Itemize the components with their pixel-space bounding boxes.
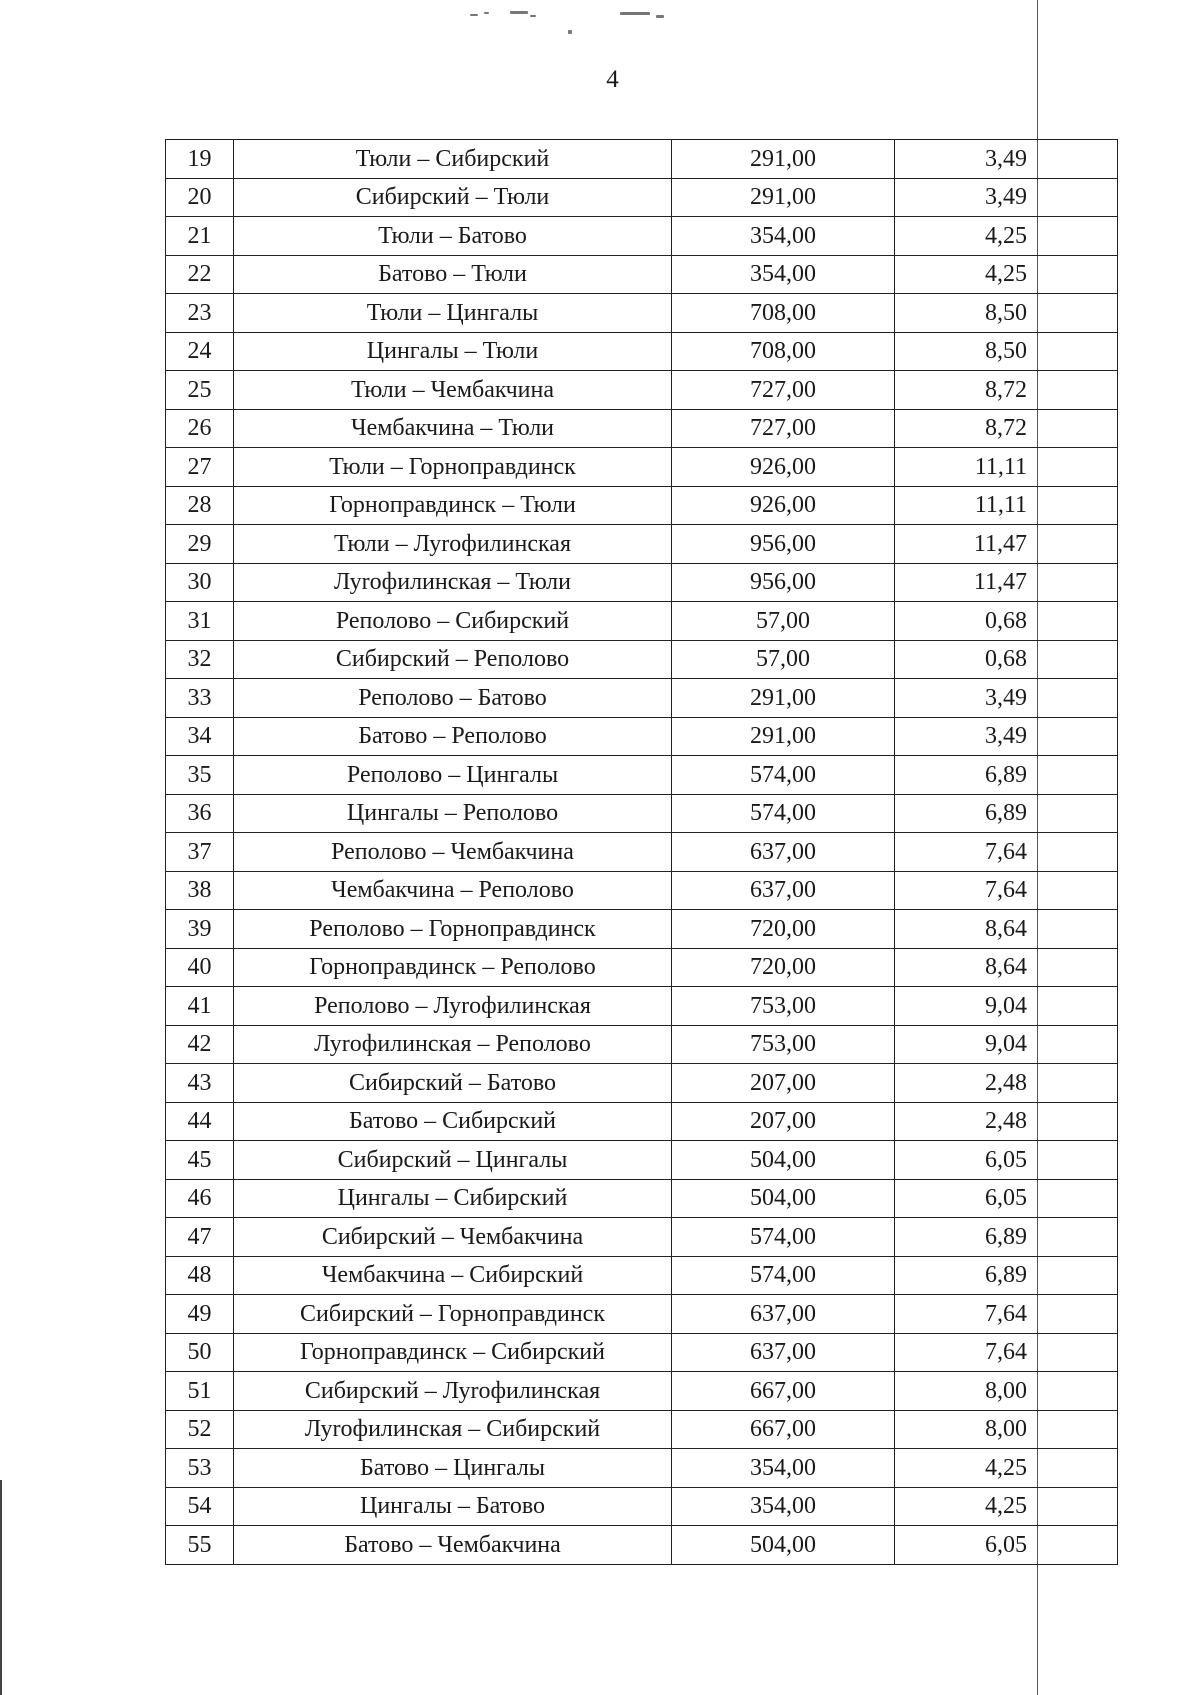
row-number: 28 xyxy=(166,486,234,525)
table-row xyxy=(166,1064,1118,1103)
tariff-table xyxy=(165,139,1118,1565)
value-text: 7,64 xyxy=(985,877,1027,904)
row-number: 43 xyxy=(166,1064,234,1103)
value-cell xyxy=(895,409,1118,448)
value-cell xyxy=(895,525,1118,564)
price-cell: 574,00 xyxy=(672,1218,895,1257)
table-row xyxy=(166,140,1118,179)
route-cell: Цингалы – Тюли xyxy=(234,332,672,371)
table-body xyxy=(166,140,1118,1565)
value-cell xyxy=(895,255,1118,294)
price-cell: 504,00 xyxy=(672,1179,895,1218)
row-number: 35 xyxy=(166,756,234,795)
row-number: 55 xyxy=(166,1526,234,1565)
value-text: 6,89 xyxy=(985,1223,1027,1250)
price-cell: 637,00 xyxy=(672,833,895,872)
price-cell: 504,00 xyxy=(672,1141,895,1180)
price-cell: 207,00 xyxy=(672,1102,895,1141)
table-row xyxy=(166,717,1118,756)
row-number: 50 xyxy=(166,1333,234,1372)
row-number: 51 xyxy=(166,1372,234,1411)
value-cell xyxy=(895,602,1118,641)
table-row xyxy=(166,371,1118,410)
value-text: 8,00 xyxy=(985,1416,1027,1443)
price-cell: 574,00 xyxy=(672,756,895,795)
table-row xyxy=(166,948,1118,987)
row-number: 24 xyxy=(166,332,234,371)
row-number: 37 xyxy=(166,833,234,872)
value-text: 8,64 xyxy=(985,915,1027,942)
route-cell: Реполово – Луrофилинская xyxy=(234,987,672,1026)
route-cell: Реполово – Цингалы xyxy=(234,756,672,795)
route-cell: Сибирский – Цингалы xyxy=(234,1141,672,1180)
value-cell xyxy=(895,1487,1118,1526)
table-row xyxy=(166,1218,1118,1257)
route-cell: Батово – Чембакчина xyxy=(234,1526,672,1565)
price-cell: 57,00 xyxy=(672,640,895,679)
value-text: 6,05 xyxy=(985,1146,1027,1173)
value-text: 4,25 xyxy=(985,261,1027,288)
price-cell: 504,00 xyxy=(672,1526,895,1565)
value-text: 4,25 xyxy=(985,222,1027,249)
table-row xyxy=(166,1526,1118,1565)
table-row xyxy=(166,525,1118,564)
row-number: 21 xyxy=(166,217,234,256)
route-cell: Горноправдинск – Реполово xyxy=(234,948,672,987)
table-row xyxy=(166,1333,1118,1372)
value-cell xyxy=(895,717,1118,756)
table-row xyxy=(166,486,1118,525)
value-cell xyxy=(895,948,1118,987)
row-number: 48 xyxy=(166,1256,234,1295)
route-cell: Батово – Цингалы xyxy=(234,1449,672,1488)
route-cell: Сибирский – Горноправдинск xyxy=(234,1295,672,1334)
table-row xyxy=(166,1487,1118,1526)
route-cell: Реполово – Горноправдинск xyxy=(234,910,672,949)
value-text: 3,49 xyxy=(985,184,1027,211)
row-number: 40 xyxy=(166,948,234,987)
value-cell xyxy=(895,178,1118,217)
row-number: 44 xyxy=(166,1102,234,1141)
value-text: 2,48 xyxy=(985,1108,1027,1135)
route-cell: Реполово – Чембакчина xyxy=(234,833,672,872)
value-cell xyxy=(895,1333,1118,1372)
value-text: 3,49 xyxy=(985,145,1027,172)
value-text: 6,89 xyxy=(985,761,1027,788)
row-number: 45 xyxy=(166,1141,234,1180)
route-cell: Батово – Тюли xyxy=(234,255,672,294)
route-cell: Реполово – Сибирский xyxy=(234,602,672,641)
row-number: 27 xyxy=(166,448,234,487)
value-cell xyxy=(895,217,1118,256)
value-cell xyxy=(895,1025,1118,1064)
value-text: 6,89 xyxy=(985,1262,1027,1289)
value-cell xyxy=(895,448,1118,487)
value-cell xyxy=(895,640,1118,679)
row-number: 22 xyxy=(166,255,234,294)
page-number: 4 xyxy=(606,66,619,93)
value-text: 9,04 xyxy=(985,1031,1027,1058)
route-cell: Луrофилинская – Сибирский xyxy=(234,1410,672,1449)
route-cell: Тюли – Батово xyxy=(234,217,672,256)
route-cell: Батово – Реполово xyxy=(234,717,672,756)
route-cell: Тюли – Чембакчина xyxy=(234,371,672,410)
value-text: 9,04 xyxy=(985,992,1027,1019)
route-cell: Горноправдинск – Сибирский xyxy=(234,1333,672,1372)
value-text: 8,64 xyxy=(985,954,1027,981)
price-cell: 926,00 xyxy=(672,448,895,487)
row-number: 36 xyxy=(166,794,234,833)
route-cell: Чембакчина – Реполово xyxy=(234,871,672,910)
value-cell xyxy=(895,1526,1118,1565)
row-number: 19 xyxy=(166,140,234,179)
table-row xyxy=(166,1410,1118,1449)
value-cell xyxy=(895,1372,1118,1411)
row-number: 54 xyxy=(166,1487,234,1526)
table-row xyxy=(166,1449,1118,1488)
value-cell xyxy=(895,563,1118,602)
price-cell: 667,00 xyxy=(672,1410,895,1449)
value-cell xyxy=(895,140,1118,179)
price-cell: 720,00 xyxy=(672,948,895,987)
value-text: 11,47 xyxy=(973,530,1027,557)
route-cell: Тюли – Цингалы xyxy=(234,294,672,333)
table-row xyxy=(166,217,1118,256)
route-cell: Чембакчина – Сибирский xyxy=(234,1256,672,1295)
value-cell xyxy=(895,371,1118,410)
row-number: 26 xyxy=(166,409,234,448)
value-cell xyxy=(895,987,1118,1026)
left-edge-mark xyxy=(0,1480,2,1695)
value-cell xyxy=(895,1218,1118,1257)
value-text: 7,64 xyxy=(985,1339,1027,1366)
price-cell: 291,00 xyxy=(672,717,895,756)
value-text: 8,72 xyxy=(985,415,1027,442)
value-text: 3,49 xyxy=(985,684,1027,711)
row-number: 34 xyxy=(166,717,234,756)
row-number: 52 xyxy=(166,1410,234,1449)
value-cell xyxy=(895,1102,1118,1141)
row-number: 39 xyxy=(166,910,234,949)
table-row xyxy=(166,602,1118,641)
price-cell: 354,00 xyxy=(672,217,895,256)
table-row xyxy=(166,1141,1118,1180)
price-cell: 354,00 xyxy=(672,1449,895,1488)
value-cell xyxy=(895,1064,1118,1103)
table-row xyxy=(166,756,1118,795)
table-row xyxy=(166,910,1118,949)
value-cell xyxy=(895,756,1118,795)
price-cell: 720,00 xyxy=(672,910,895,949)
table-row xyxy=(166,871,1118,910)
row-number: 31 xyxy=(166,602,234,641)
route-cell: Цингалы – Реполово xyxy=(234,794,672,833)
price-cell: 727,00 xyxy=(672,371,895,410)
price-cell: 727,00 xyxy=(672,409,895,448)
route-cell: Чембакчина – Тюли xyxy=(234,409,672,448)
row-number: 38 xyxy=(166,871,234,910)
row-number: 42 xyxy=(166,1025,234,1064)
value-cell xyxy=(895,332,1118,371)
row-number: 23 xyxy=(166,294,234,333)
value-text: 6,05 xyxy=(985,1185,1027,1212)
price-cell: 574,00 xyxy=(672,1256,895,1295)
value-text: 7,64 xyxy=(985,1300,1027,1327)
row-number: 41 xyxy=(166,987,234,1026)
row-number: 25 xyxy=(166,371,234,410)
value-text: 0,68 xyxy=(985,646,1027,673)
route-cell: Сибирский – Чембакчина xyxy=(234,1218,672,1257)
price-cell: 637,00 xyxy=(672,871,895,910)
route-cell: Цингалы – Батово xyxy=(234,1487,672,1526)
table-row xyxy=(166,679,1118,718)
price-cell: 926,00 xyxy=(672,486,895,525)
value-cell xyxy=(895,294,1118,333)
table-row xyxy=(166,1295,1118,1334)
route-cell: Луrофилинская – Реполово xyxy=(234,1025,672,1064)
route-cell: Сибирский – Тюли xyxy=(234,178,672,217)
price-cell: 574,00 xyxy=(672,794,895,833)
route-cell: Сибирский – Луrофилинская xyxy=(234,1372,672,1411)
value-cell xyxy=(895,794,1118,833)
value-cell xyxy=(895,679,1118,718)
value-text: 8,50 xyxy=(985,299,1027,326)
table-row xyxy=(166,1025,1118,1064)
value-cell xyxy=(895,1410,1118,1449)
value-text: 2,48 xyxy=(985,1069,1027,1096)
value-text: 4,25 xyxy=(985,1493,1027,1520)
price-cell: 708,00 xyxy=(672,294,895,333)
table-row xyxy=(166,294,1118,333)
value-cell xyxy=(895,910,1118,949)
row-number: 49 xyxy=(166,1295,234,1334)
value-text: 6,89 xyxy=(985,800,1027,827)
value-text: 6,05 xyxy=(985,1531,1027,1558)
row-number: 33 xyxy=(166,679,234,718)
row-number: 47 xyxy=(166,1218,234,1257)
route-cell: Тюли – Сибирский xyxy=(234,140,672,179)
table-row xyxy=(166,409,1118,448)
route-cell: Сибирский – Реполово xyxy=(234,640,672,679)
price-cell: 667,00 xyxy=(672,1372,895,1411)
price-cell: 637,00 xyxy=(672,1295,895,1334)
route-cell: Батово – Сибирский xyxy=(234,1102,672,1141)
price-cell: 956,00 xyxy=(672,525,895,564)
table-row xyxy=(166,1102,1118,1141)
value-cell xyxy=(895,1295,1118,1334)
value-text: 4,25 xyxy=(985,1454,1027,1481)
value-text: 8,00 xyxy=(985,1377,1027,1404)
table-row xyxy=(166,563,1118,602)
route-cell: Цингалы – Сибирский xyxy=(234,1179,672,1218)
price-cell: 291,00 xyxy=(672,178,895,217)
route-cell: Реполово – Батово xyxy=(234,679,672,718)
price-cell: 708,00 xyxy=(672,332,895,371)
price-cell: 956,00 xyxy=(672,563,895,602)
value-cell xyxy=(895,1449,1118,1488)
price-cell: 753,00 xyxy=(672,1025,895,1064)
table-row xyxy=(166,987,1118,1026)
table-row xyxy=(166,178,1118,217)
price-cell: 354,00 xyxy=(672,255,895,294)
value-text: 8,50 xyxy=(985,338,1027,365)
value-cell xyxy=(895,833,1118,872)
price-cell: 291,00 xyxy=(672,679,895,718)
table-row xyxy=(166,794,1118,833)
table-row xyxy=(166,255,1118,294)
value-text: 0,68 xyxy=(985,607,1027,634)
row-number: 46 xyxy=(166,1179,234,1218)
table-row xyxy=(166,1372,1118,1411)
price-cell: 637,00 xyxy=(672,1333,895,1372)
value-text: 3,49 xyxy=(985,723,1027,750)
row-number: 29 xyxy=(166,525,234,564)
row-number: 53 xyxy=(166,1449,234,1488)
table-row xyxy=(166,448,1118,487)
value-text: 11,47 xyxy=(973,569,1027,596)
row-number: 20 xyxy=(166,178,234,217)
row-number: 30 xyxy=(166,563,234,602)
table-row xyxy=(166,833,1118,872)
price-cell: 207,00 xyxy=(672,1064,895,1103)
table-row xyxy=(166,1256,1118,1295)
table-row xyxy=(166,1179,1118,1218)
value-text: 11,11 xyxy=(974,492,1027,519)
route-cell: Луrофилинская – Тюли xyxy=(234,563,672,602)
scan-artifacts xyxy=(470,6,730,36)
route-cell: Тюли – Луrофилинская xyxy=(234,525,672,564)
price-cell: 57,00 xyxy=(672,602,895,641)
route-cell: Сибирский – Батово xyxy=(234,1064,672,1103)
value-cell xyxy=(895,1256,1118,1295)
value-cell xyxy=(895,1141,1118,1180)
table-row xyxy=(166,332,1118,371)
value-cell xyxy=(895,871,1118,910)
route-cell: Горноправдинск – Тюли xyxy=(234,486,672,525)
value-text: 11,11 xyxy=(974,453,1027,480)
price-cell: 753,00 xyxy=(672,987,895,1026)
value-cell xyxy=(895,1179,1118,1218)
value-text: 8,72 xyxy=(985,376,1027,403)
value-text: 7,64 xyxy=(985,838,1027,865)
value-cell xyxy=(895,486,1118,525)
row-number: 32 xyxy=(166,640,234,679)
price-cell: 354,00 xyxy=(672,1487,895,1526)
price-cell: 291,00 xyxy=(672,140,895,179)
table-row xyxy=(166,640,1118,679)
route-cell: Тюли – Горноправдинск xyxy=(234,448,672,487)
